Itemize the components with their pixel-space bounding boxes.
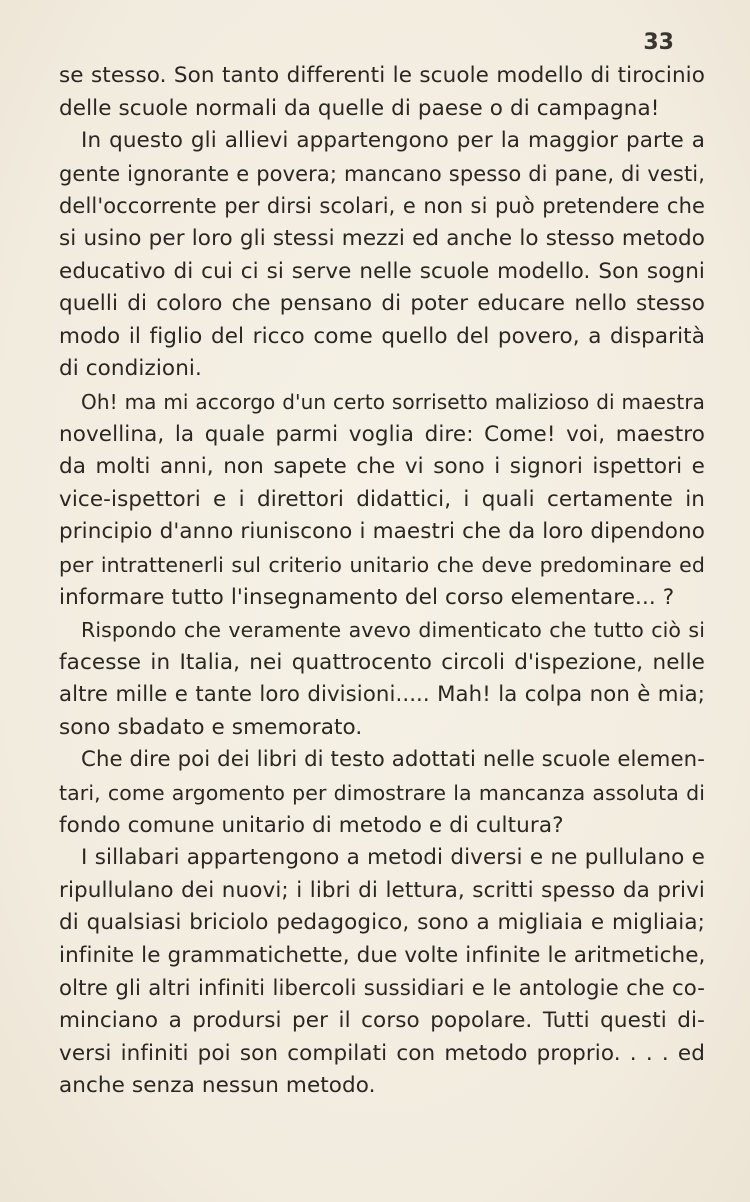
text-line: sono sbadato e smemorato. — [59, 714, 363, 740]
text-line: ripullulano dei nuovi; i libri di lettura, scritti spesso da privi — [59, 877, 705, 903]
text-line: tari, come argomento per dimostrare la mancanza assoluta di — [59, 781, 705, 806]
text-line: Che dire poi dei libri di testo adottati nelle scuole elemen- — [81, 747, 705, 773]
text-line: Oh! ma mi accorgo d'un certo sorrisetto malizioso di maestra — [81, 389, 705, 414]
text-line: informare tutto l'insegnamento del corso elementare... ? — [59, 584, 675, 610]
text-line: altre mille e tante loro divisioni..... Mah! la colpa non è mia; — [59, 682, 705, 708]
text-line: dell'occorrente per dirsi scolari, e non si può pretendere che — [59, 194, 705, 219]
text-line: quelli di coloro che pensano di poter educare nello stesso — [59, 291, 705, 317]
text-line: minciano a prodursi per il corso popolare. Tutti questi di- — [59, 1008, 705, 1034]
text-line: facesse in Italia, nei quattrocento circoli d'ispezione, nelle — [59, 649, 705, 675]
text-line: da molti anni, non sapete che vi sono i signori ispettori e — [59, 454, 705, 480]
text-line: principio d'anno riuniscono i maestri che da loro dipendono — [59, 519, 705, 545]
text-line: delle scuole normali da quelle di paese o di campagna! — [59, 95, 660, 121]
text-line: gente ignorante e povera; mancano spesso di pane, di vesti, — [59, 161, 705, 186]
text-line: infinite le grammatichette, due volte infinite le aritmetiche, — [59, 943, 706, 969]
text-line: modo il figlio del ricco come quello del povero, a disparità — [59, 323, 705, 349]
text-line: vice-ispettori e i direttori didattici, i quali certamente in — [59, 486, 705, 512]
text-line: In questo gli allievi appartengono per la maggior parte a — [81, 128, 705, 154]
text-line: educativo di cui ci si serve nelle scuole modello. Son sogni — [59, 258, 705, 284]
text-line: Rispondo che veramente avevo dimenticato che tutto ciò si — [81, 618, 705, 643]
text-line: per intrattenerli sul criterio unitario che deve predominare ed — [59, 552, 705, 577]
text-line: di condizioni. — [59, 356, 202, 382]
text-line: si usino per loro gli stessi mezzi ed anche lo stesso metodo — [59, 225, 705, 251]
text-line: I sillabari appartengono a metodi diversi e ne pullulano e — [81, 845, 705, 871]
text-line: novellina, la quale parmi voglia dire: Come! voi, maestro — [59, 421, 705, 447]
text-line: di qualsiasi briciolo pedagogico, sono a migliaia e migliaia; — [59, 910, 705, 936]
text-line: fondo comune unitario di metodo e di cultura? — [59, 812, 564, 838]
page-number: 33 — [643, 30, 674, 55]
text-line: versi infiniti poi son compilati con metodo proprio. . . . ed — [59, 1040, 705, 1066]
text-line: anche senza nessun metodo. — [59, 1073, 376, 1099]
text-line: oltre gli altri infiniti libercoli sussidiari e le antologie che co- — [59, 975, 705, 1001]
text-line: se stesso. Son tanto differenti le scuole modello di tirocinio — [59, 63, 705, 88]
body-text — [59, 60, 705, 1103]
